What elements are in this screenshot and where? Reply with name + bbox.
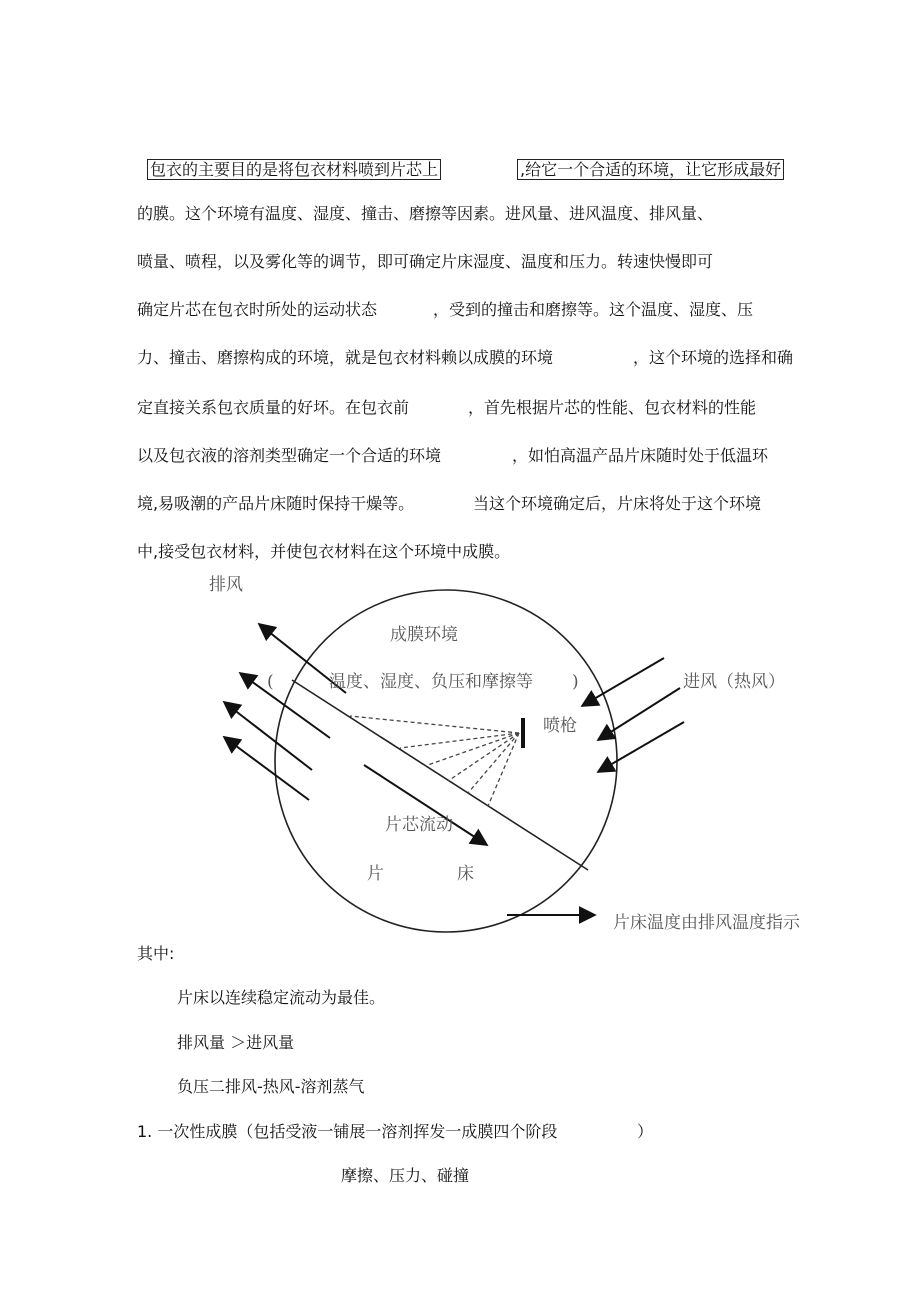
exhaust-arrow <box>224 737 309 800</box>
paragraph-line-1 <box>147 160 441 180</box>
paragraph-line-3: 喷量、喷程，以及雾化等的调节，即可确定片床湿度、温度和压力。转速快慢即可 <box>137 252 714 271</box>
coating-diagram <box>0 560 920 950</box>
note-item-2: 排风量 ＞进风量 <box>177 1033 295 1052</box>
spray-gun-label: 喷枪 <box>543 716 577 736</box>
paragraph-line-6a: 定直接关系包衣质量的好坏。在包衣前 <box>137 398 410 417</box>
tablet-bed-line <box>292 680 588 870</box>
film-env-label: 成膜环境 <box>390 625 458 645</box>
paren-close: ) <box>572 672 579 692</box>
note-item-1: 片床以连续稳定流动为最佳。 <box>177 988 386 1007</box>
paragraph-line-4 <box>137 300 754 320</box>
note-item-3: 负压二排风-热风-溶剂蒸气 <box>177 1077 365 1096</box>
paragraph-line-4a: 确定片芯在包衣时所处的运动状态 <box>137 300 378 319</box>
paragraph-line-5 <box>137 348 794 368</box>
paragraph-line-7b: ，如怕高温产品片床随时处于低温环 <box>512 446 769 465</box>
paragraph-line-2: 的膜。这个环境有温度、湿度、撞击、磨擦等因素。进风量、进风温度、排风量、 <box>137 204 714 223</box>
bed-temp-label: 片床温度由排风温度指示 <box>613 913 800 933</box>
paragraph-line-6b: ，首先根据片芯的性能、包衣材料的性能 <box>468 398 757 417</box>
paragraph-line-7 <box>137 446 769 466</box>
exhaust-arrow <box>240 673 330 738</box>
inlet-arrow <box>598 722 684 772</box>
highlight-box-1: 包衣的主要目的是将包衣材料喷到片芯上 <box>147 159 441 180</box>
exhaust-arrow <box>224 702 312 770</box>
paren-open: ( <box>267 672 274 692</box>
note-item-4a: 1. 一次性成膜（包括受液一铺展一溶剂挥发一成膜四个阶段 <box>137 1122 558 1141</box>
note-item-4b: ） <box>637 1122 654 1141</box>
paragraph-line-8 <box>137 494 762 514</box>
exhaust-label: 排风 <box>209 575 243 595</box>
bed-label-2: 床 <box>457 864 474 884</box>
paragraph-line-1b <box>517 160 784 180</box>
paragraph-line-5a: 力、撞击、磨擦构成的环境，就是包衣材料赖以成膜的环境 <box>137 348 554 367</box>
paragraph-line-8b: 当这个环境确定后，片床将处于这个环境 <box>473 494 762 513</box>
tablet-flow-label: 片芯流动 <box>385 815 453 835</box>
spray-cone <box>350 716 519 806</box>
paragraph-line-5b: ，这个环境的选择和确 <box>633 348 794 367</box>
paragraph-line-7a: 以及包衣液的溶剂类型确定一个合适的环境 <box>137 446 442 465</box>
paragraph-line-4b: ，受到的撞击和磨擦等。这个温度、湿度、压 <box>433 300 754 319</box>
inlet-label: 进风（热风） <box>683 672 785 692</box>
paragraph-line-9: 中,接受包衣材料，并使包衣材料在这个环境中成膜。 <box>137 542 511 561</box>
note-item-4 <box>137 1122 654 1142</box>
paragraph-line-6 <box>137 398 757 418</box>
factors-label: 温度、湿度、负压和摩擦等 <box>329 672 533 692</box>
notes-heading: 其中: <box>137 944 175 963</box>
paragraph-line-8a: 境,易吸潮的产品片床随时保持干燥等。 <box>137 494 415 513</box>
note-item-5: 摩擦、压力、碰撞 <box>341 1166 470 1185</box>
highlight-box-2: ,给它一个合适的环境，让它形成最好 <box>517 159 784 180</box>
bed-label-1: 片 <box>367 864 384 884</box>
inlet-arrow <box>582 658 664 706</box>
